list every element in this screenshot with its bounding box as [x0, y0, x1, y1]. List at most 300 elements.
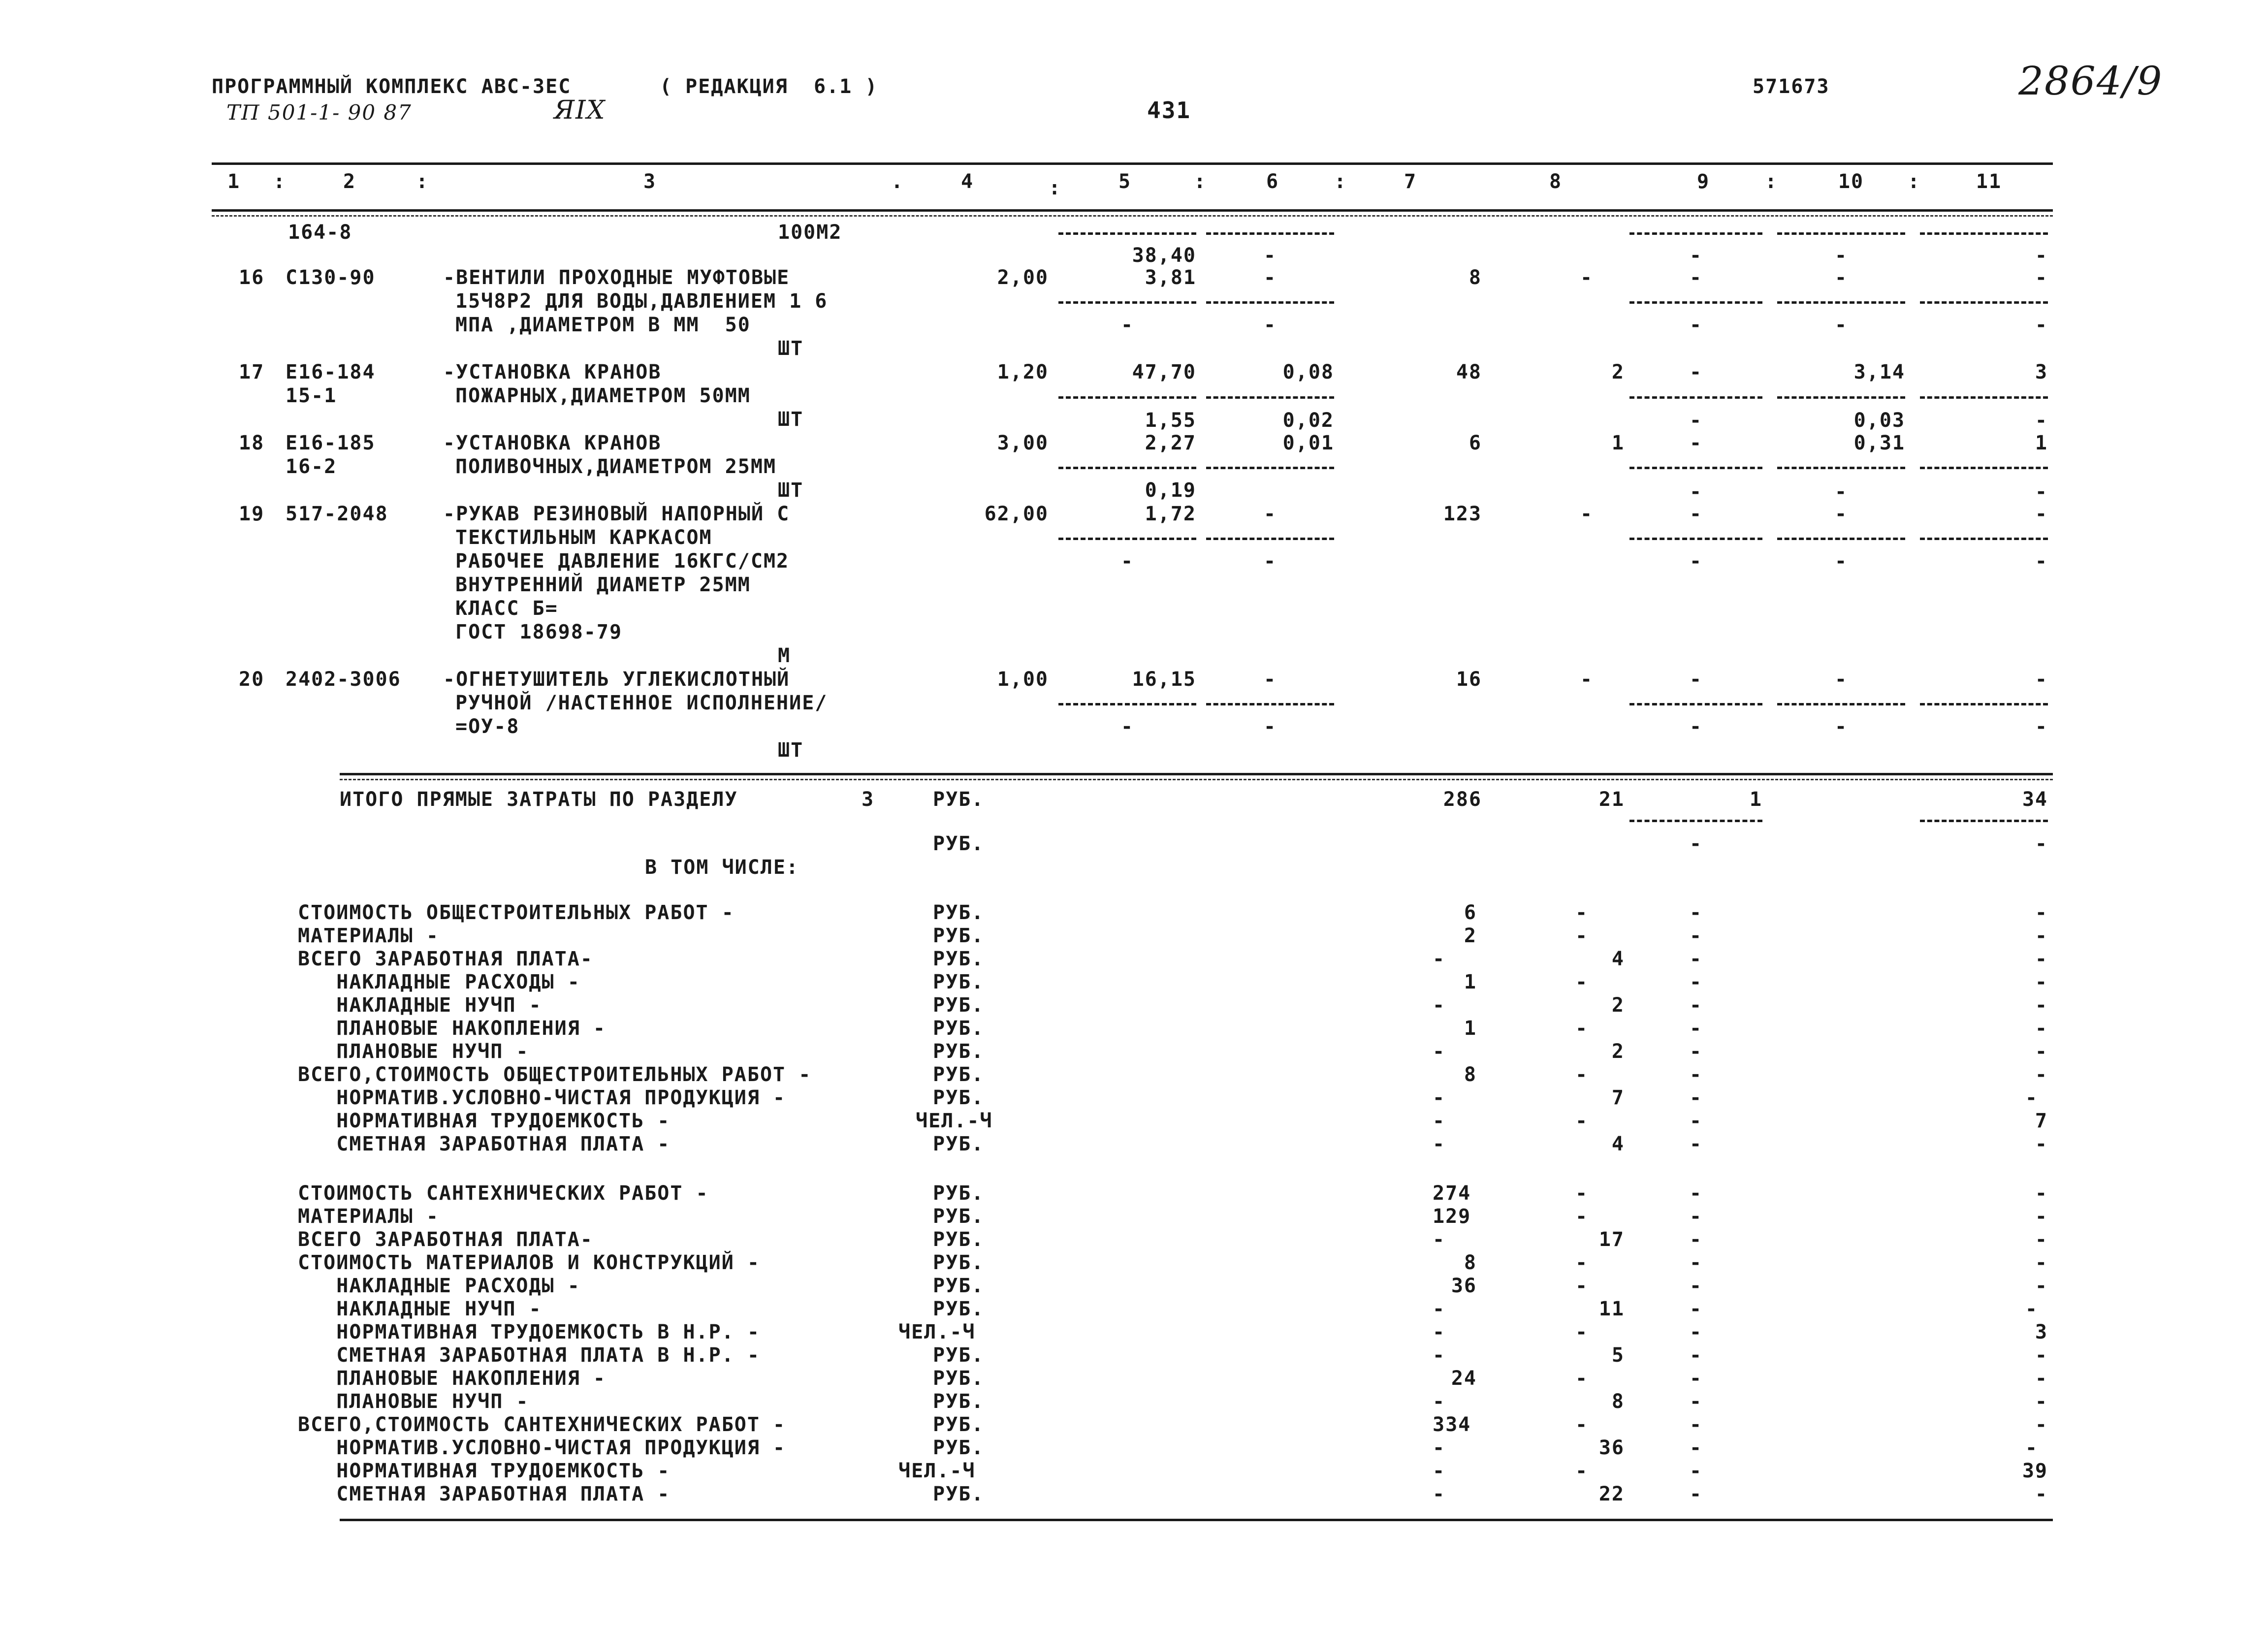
general-label: НАКЛАДНЫЕ НУЧП - — [298, 994, 542, 1017]
plumbing-c11: - — [2025, 1437, 2038, 1459]
row18-code2: 16-2 — [286, 455, 337, 478]
row20-c11b: - — [2035, 715, 2048, 738]
general-label: ВСЕГО,СТОИМОСТЬ ОБЩЕСТРОИТЕЛЬНЫХ РАБОТ - — [298, 1063, 812, 1086]
row16-rule — [1058, 301, 1196, 304]
including-heading: В ТОМ ЧИСЛЕ: — [645, 856, 799, 879]
general-c7: - — [1433, 1040, 1446, 1063]
plumbing-c11: - — [2035, 1275, 2048, 1297]
row19-c9c: - — [1689, 550, 1703, 573]
plumbing-c7: - — [1433, 1437, 1446, 1459]
plumbing-c9: - — [1689, 1182, 1703, 1205]
row18-rule — [1206, 467, 1334, 469]
general-c11: - — [2025, 1086, 2038, 1109]
general-c11: - — [2035, 1017, 2048, 1040]
general-c9: - — [1689, 994, 1703, 1017]
plumbing-c9: - — [1689, 1251, 1703, 1274]
general-label: ВСЕГО ЗАРАБОТНАЯ ПЛАТА- — [298, 948, 593, 970]
page-number: 431 — [1147, 97, 1191, 124]
general-label: СМЕТНАЯ ЗАРАБОТНАЯ ПЛАТА - — [298, 1133, 671, 1155]
general-c8: 4 — [1611, 1133, 1625, 1155]
row19-c5b: - — [1120, 550, 1134, 573]
row20-name: -ОГНЕТУШИТЕЛЬ УГЛЕКИСЛОТНЫЙ — [443, 668, 790, 691]
row18-c5c: 0,19 — [1145, 479, 1196, 502]
col-8: 8 — [1549, 170, 1563, 193]
row19-name: ТЕКСТИЛЬНЫМ КАРКАСОМ — [455, 526, 712, 549]
general-label: НАКЛАДНЫЕ РАСХОДЫ - — [298, 971, 580, 993]
plumbing-c8: - — [1575, 1205, 1589, 1228]
general-label: ПЛАНОВЫЕ НУЧП - — [298, 1040, 529, 1063]
plumbing-label: ПЛАНОВЫЕ НУЧП - — [298, 1390, 529, 1413]
row20-name: РУЧНОЙ /НАСТЕННОЕ ИСПОЛНЕНИЕ/ — [455, 692, 828, 714]
plumbing-c11: - — [2035, 1367, 2048, 1390]
row16-name: 15Ч8Р2 ДЛЯ ВОДЫ,ДАВЛЕНИЕМ 1 6 — [455, 290, 828, 313]
col-sep: : — [273, 170, 287, 193]
handwritten-mark: ЯIX — [554, 96, 606, 125]
general-c9: - — [1689, 1133, 1703, 1155]
plumbing-c8: 17 — [1598, 1228, 1625, 1251]
rule-total — [340, 773, 2053, 775]
row16-rule — [1206, 301, 1334, 304]
plumbing-label: МАТЕРИАЛЫ - — [298, 1205, 439, 1228]
plumbing-label: СТОИМОСТЬ МАТЕРИАЛОВ И КОНСТРУКЦИЙ - — [298, 1251, 760, 1274]
plumbing-unit: РУБ. — [933, 1228, 985, 1251]
plumbing-c11: - — [2035, 1228, 2048, 1251]
row16-c7: 8 — [1469, 266, 1482, 289]
general-c11: - — [2035, 994, 2048, 1017]
row19-code: 517-2048 — [286, 503, 388, 525]
col-sep: . — [891, 170, 904, 193]
row19-c6a: - — [1263, 503, 1277, 525]
row16-c10b: - — [1834, 266, 1848, 289]
row20-code: 2402-3006 — [286, 668, 401, 691]
plumbing-c9: - — [1689, 1367, 1703, 1390]
row18-code: Е16-185 — [286, 432, 376, 454]
general-c9: - — [1689, 1017, 1703, 1040]
row19-c4: 62,00 — [984, 503, 1049, 525]
general-c9: - — [1689, 971, 1703, 993]
total-c9: 1 — [1749, 788, 1762, 811]
general-c7: - — [1433, 994, 1446, 1017]
col-sep: : — [1194, 170, 1207, 193]
row17-code: Е16-184 — [286, 361, 376, 383]
plumbing-unit: РУБ. — [933, 1483, 985, 1505]
plumbing-c7: - — [1433, 1228, 1446, 1251]
plumbing-unit: РУБ. — [933, 1437, 985, 1459]
col-9: 9 — [1696, 170, 1710, 193]
plumbing-c11: - — [2035, 1182, 2048, 1205]
row19-c10a: - — [1834, 480, 1848, 503]
general-c8: 2 — [1611, 1040, 1625, 1063]
row20-c9b: - — [1689, 715, 1703, 738]
row20-c8: - — [1580, 668, 1594, 691]
row19-unit: М — [778, 644, 791, 667]
row17-rule — [1206, 396, 1334, 399]
total-rule — [1920, 820, 2048, 822]
row16-name: МПА ,ДИАМЕТРОМ В ММ 50 — [455, 314, 751, 336]
row17-c8: 2 — [1611, 361, 1625, 383]
plumbing-label: ВСЕГО ЗАРАБОТНАЯ ПЛАТА- — [298, 1228, 593, 1251]
col-sep: : — [1908, 170, 1921, 193]
row16-c10a: - — [1834, 244, 1848, 267]
plumbing-c9: - — [1689, 1321, 1703, 1343]
general-c11: - — [2035, 1133, 2048, 1155]
general-c8: - — [1575, 1110, 1589, 1132]
plumbing-c8: - — [1575, 1460, 1589, 1482]
row17-rule — [1920, 396, 2048, 399]
plumbing-c9: - — [1689, 1437, 1703, 1459]
row18-c4: 3,00 — [997, 432, 1049, 454]
row16-c11c: - — [2035, 314, 2048, 336]
plumbing-c11: - — [2035, 1251, 2048, 1274]
row20-c4: 1,00 — [997, 668, 1049, 691]
row19-rule — [1920, 538, 2048, 540]
general-label: МАТЕРИАЛЫ - — [298, 925, 439, 947]
plumbing-unit: ЧЕЛ.-Ч — [898, 1321, 976, 1343]
plumbing-unit: РУБ. — [933, 1344, 985, 1367]
row20-c9a: - — [1689, 668, 1703, 691]
row19-c8: - — [1580, 503, 1594, 525]
tp-code: ТП 501-1- 90 87 — [226, 100, 412, 125]
row19-rule — [1629, 538, 1762, 540]
col-sep: : — [1334, 170, 1347, 193]
general-c9: - — [1689, 925, 1703, 947]
plumbing-c9: - — [1689, 1298, 1703, 1320]
rule-header-dash — [212, 215, 2053, 217]
col-2: 2 — [343, 170, 356, 193]
general-unit: ЧЕЛ.-Ч — [916, 1110, 993, 1132]
general-c9: - — [1689, 1110, 1703, 1132]
row19-c11b: - — [2035, 503, 2048, 525]
row16-c11b: - — [2035, 266, 2048, 289]
row20-c7: 16 — [1456, 668, 1482, 691]
general-label: СТОИМОСТЬ ОБЩЕСТРОИТЕЛЬНЫХ РАБОТ - — [298, 901, 735, 924]
row18-c6b: 0,01 — [1282, 432, 1334, 454]
general-c8: - — [1575, 901, 1589, 924]
col-10: 10 — [1838, 170, 1864, 193]
general-c8: - — [1575, 1063, 1589, 1086]
general-c11: - — [2035, 971, 2048, 993]
row18-rule — [1629, 467, 1762, 469]
row16-c9b: - — [1689, 266, 1703, 289]
row18-c7: 6 — [1469, 432, 1482, 454]
general-c11: - — [2035, 901, 2048, 924]
general-c9: - — [1689, 1063, 1703, 1086]
plumbing-unit: ЧЕЛ.-Ч — [898, 1460, 976, 1482]
row17-rule — [1058, 396, 1196, 399]
plumbing-label: НОРМАТИВНАЯ ТРУДОЕМКОСТЬ - — [298, 1460, 671, 1482]
row20-num: 20 — [239, 668, 265, 691]
row18-rule — [1920, 467, 2048, 469]
row18-c8: 1 — [1611, 432, 1625, 454]
plumbing-c11: - — [2035, 1205, 2048, 1228]
row18-c9a: - — [1689, 409, 1703, 432]
row17-c10a: 3,14 — [1853, 361, 1905, 383]
general-c11: 7 — [2035, 1110, 2048, 1132]
rule-bottom — [340, 1519, 2053, 1521]
plumbing-label: СМЕТНАЯ ЗАРАБОТНАЯ ПЛАТА - — [298, 1483, 671, 1505]
general-unit: РУБ. — [933, 994, 985, 1017]
general-c9: - — [1689, 901, 1703, 924]
row16-c6a: - — [1263, 244, 1277, 267]
plumbing-c8: 22 — [1598, 1483, 1625, 1505]
row18-c10b: 0,31 — [1853, 432, 1905, 454]
plumbing-label: СТОИМОСТЬ САНТЕХНИЧЕСКИХ РАБОТ - — [298, 1182, 709, 1205]
general-c7: 6 — [1464, 901, 1477, 924]
plumbing-c7: - — [1433, 1321, 1446, 1343]
general-c7: - — [1433, 1086, 1446, 1109]
general-c11: - — [2035, 1063, 2048, 1086]
general-unit: РУБ. — [933, 1086, 985, 1109]
row16-c6c: - — [1263, 314, 1277, 336]
plumbing-c8: 8 — [1611, 1390, 1625, 1413]
plumbing-c9: - — [1689, 1483, 1703, 1505]
plumbing-c8: - — [1575, 1367, 1589, 1390]
row17-c4: 1,20 — [997, 361, 1049, 383]
plumbing-c8: - — [1575, 1182, 1589, 1205]
total-c11: 34 — [2022, 788, 2048, 811]
row16-c5a: 38,40 — [1132, 244, 1196, 267]
row19-rule — [1206, 538, 1334, 540]
plumbing-label: НОРМАТИВ.УСЛОВНО-ЧИСТАЯ ПРОДУКЦИЯ - — [298, 1437, 786, 1459]
row20-c11a: - — [2035, 668, 2048, 691]
row17-unit: ШТ — [778, 408, 804, 431]
row20-rule — [1777, 703, 1905, 705]
row17-name: -УСТАНОВКА КРАНОВ — [443, 361, 662, 383]
plumbing-c8: - — [1575, 1275, 1589, 1297]
row17-num: 17 — [239, 361, 265, 383]
row19-rule — [1777, 538, 1905, 540]
row19-c11a: - — [2035, 480, 2048, 503]
edition-label: ( РЕДАКЦИЯ 6.1 ) — [660, 75, 878, 98]
row17-code2: 15-1 — [286, 384, 337, 407]
plumbing-label: СМЕТНАЯ ЗАРАБОТНАЯ ПЛАТА В Н.Р. - — [298, 1344, 760, 1367]
row19-name: КЛАСС Б= — [455, 597, 558, 620]
plumbing-c7: 24 — [1451, 1367, 1477, 1390]
rule-header — [212, 209, 2053, 212]
row18-c6a: 0,02 — [1282, 409, 1334, 432]
plumbing-c9: - — [1689, 1413, 1703, 1436]
general-unit: РУБ. — [933, 1133, 985, 1155]
total-c9b: - — [1689, 832, 1703, 855]
col-sep: : — [416, 170, 429, 193]
row19-c10c: - — [1834, 550, 1848, 573]
row16-rule — [1629, 301, 1762, 304]
row0-rule — [1058, 232, 1196, 235]
general-unit: РУБ. — [933, 971, 985, 993]
row0-code: 164-8 — [288, 221, 352, 244]
row19-c7: 123 — [1443, 503, 1482, 525]
general-c7: - — [1433, 948, 1446, 970]
row16-c11a: - — [2035, 244, 2048, 267]
row0-unit: 100М2 — [778, 221, 842, 244]
total-unit: РУБ. — [933, 788, 985, 811]
row18-c5a: 1,55 — [1145, 409, 1196, 432]
row19-c10b: - — [1834, 503, 1848, 525]
general-c9: - — [1689, 948, 1703, 970]
general-c8: 7 — [1611, 1086, 1625, 1109]
row19-rule — [1058, 538, 1196, 540]
plumbing-c9: - — [1689, 1460, 1703, 1482]
total-rule — [1629, 820, 1762, 822]
row16-name: -ВЕНТИЛИ ПРОХОДНЫЕ МУФТОВЫЕ — [443, 266, 790, 289]
general-c11: - — [2035, 925, 2048, 947]
row18-c10a: 0,03 — [1853, 409, 1905, 432]
row17-name: ПОЖАРНЫХ,ДИАМЕТРОМ 50ММ — [455, 384, 751, 407]
sheet-number: 2864/9 — [2018, 58, 2163, 104]
plumbing-c11: - — [2035, 1413, 2048, 1436]
total-unit: РУБ. — [933, 832, 985, 855]
plumbing-unit: РУБ. — [933, 1182, 985, 1205]
row18-unit: ШТ — [778, 479, 804, 502]
row18-rule — [1777, 467, 1905, 469]
col-4: 4 — [960, 170, 974, 193]
document-code: 571673 — [1753, 75, 1830, 98]
plumbing-c11: - — [2035, 1390, 2048, 1413]
col-3: 3 — [643, 170, 657, 193]
row17-c5a: 47,70 — [1132, 361, 1196, 383]
plumbing-c7: - — [1433, 1298, 1446, 1320]
row18-c5b: 2,27 — [1145, 432, 1196, 454]
row20-rule — [1629, 703, 1762, 705]
plumbing-c7: - — [1433, 1460, 1446, 1482]
row19-c5a: 1,72 — [1145, 503, 1196, 525]
row16-c5b: 3,81 — [1145, 266, 1196, 289]
general-unit: РУБ. — [933, 925, 985, 947]
row0-rule — [1920, 232, 2048, 235]
general-c7: 2 — [1464, 925, 1477, 947]
row18-c11a: - — [2035, 409, 2048, 432]
row16-c8: - — [1580, 266, 1594, 289]
plumbing-label: НАКЛАДНЫЕ РАСХОДЫ - — [298, 1275, 580, 1297]
total-label: ИТОГО ПРЯМЫЕ ЗАТРАТЫ ПО РАЗДЕЛУ — [340, 788, 738, 811]
plumbing-c7: - — [1433, 1483, 1446, 1505]
plumbing-c7: 334 — [1433, 1413, 1471, 1436]
plumbing-c8: - — [1575, 1251, 1589, 1274]
total-c8: 21 — [1598, 788, 1625, 811]
plumbing-c7: 8 — [1464, 1251, 1477, 1274]
plumbing-unit: РУБ. — [933, 1205, 985, 1228]
row19-name: ВНУТРЕННИЙ ДИАМЕТР 25ММ — [455, 574, 751, 596]
plumbing-c9: - — [1689, 1228, 1703, 1251]
plumbing-unit: РУБ. — [933, 1390, 985, 1413]
row19-name: РАБОЧЕЕ ДАВЛЕНИЕ 16КГС/СМ2 — [455, 550, 790, 573]
row16-c5c: - — [1120, 314, 1134, 336]
total-c7: 286 — [1443, 788, 1482, 811]
row17-rule — [1777, 396, 1905, 399]
plumbing-c11: - — [2025, 1298, 2038, 1320]
row16-rule — [1920, 301, 2048, 304]
plumbing-c7: - — [1433, 1390, 1446, 1413]
row17-rule — [1629, 396, 1762, 399]
row20-rule — [1058, 703, 1196, 705]
col-11: 11 — [1976, 170, 2002, 193]
row20-c10b: - — [1834, 715, 1848, 738]
row20-c10a: - — [1834, 668, 1848, 691]
row16-c9a: - — [1689, 244, 1703, 267]
plumbing-c8: - — [1575, 1321, 1589, 1343]
general-c8: 2 — [1611, 994, 1625, 1017]
row16-c10c: - — [1834, 314, 1848, 336]
plumbing-label: ВСЕГО,СТОИМОСТЬ САНТЕХНИЧЕСКИХ РАБОТ - — [298, 1413, 786, 1436]
general-label: НОРМАТИВ.УСЛОВНО-ЧИСТАЯ ПРОДУКЦИЯ - — [298, 1086, 786, 1109]
row19-name: -РУКАВ РЕЗИНОВЫЙ НАПОРНЫЙ С — [443, 503, 790, 525]
row20-c5b: - — [1120, 715, 1134, 738]
row17-c6a: 0,08 — [1282, 361, 1334, 383]
col-7: 7 — [1404, 170, 1417, 193]
general-label: ПЛАНОВЫЕ НАКОПЛЕНИЯ - — [298, 1017, 606, 1040]
row18-c11b: 1 — [2035, 432, 2048, 454]
plumbing-c9: - — [1689, 1390, 1703, 1413]
row16-c6b: - — [1263, 266, 1277, 289]
row16-c4: 2,00 — [997, 266, 1049, 289]
plumbing-c8: - — [1575, 1413, 1589, 1436]
general-c8: - — [1575, 1017, 1589, 1040]
plumbing-label: НОРМАТИВНАЯ ТРУДОЕМКОСТЬ В Н.Р. - — [298, 1321, 760, 1343]
total-section: 3 — [862, 788, 875, 811]
plumbing-c11: - — [2035, 1483, 2048, 1505]
plumbing-unit: РУБ. — [933, 1367, 985, 1390]
row18-name: ПОЛИВОЧНЫХ,ДИАМЕТРОМ 25ММ — [455, 455, 777, 478]
plumbing-c11: - — [2035, 1344, 2048, 1367]
plumbing-c11: 3 — [2035, 1321, 2048, 1343]
row19-c11c: - — [2035, 550, 2048, 573]
row17-c9a: - — [1689, 361, 1703, 383]
plumbing-c7: - — [1433, 1344, 1446, 1367]
general-label: НОРМАТИВНАЯ ТРУДОЕМКОСТЬ - — [298, 1110, 671, 1132]
col-sep: : — [1049, 177, 1062, 199]
plumbing-c8: 11 — [1598, 1298, 1625, 1320]
plumbing-c7: 274 — [1433, 1182, 1471, 1205]
row18-c9b: - — [1689, 432, 1703, 454]
row20-name: =ОУ-8 — [455, 715, 520, 738]
general-c7: - — [1433, 1133, 1446, 1155]
row0-rule — [1777, 232, 1905, 235]
general-c8: - — [1575, 971, 1589, 993]
col-sep: : — [1765, 170, 1778, 193]
plumbing-c7: 36 — [1451, 1275, 1477, 1297]
general-unit: РУБ. — [933, 901, 985, 924]
row16-c9c: - — [1689, 314, 1703, 336]
row19-c9a: - — [1689, 480, 1703, 503]
row18-num: 18 — [239, 432, 265, 454]
row20-c6b: - — [1263, 715, 1277, 738]
general-c9: - — [1689, 1086, 1703, 1109]
plumbing-c9: - — [1689, 1205, 1703, 1228]
row20-c6a: - — [1263, 668, 1277, 691]
plumbing-c7: 129 — [1433, 1205, 1471, 1228]
general-unit: РУБ. — [933, 1017, 985, 1040]
row19-name: ГОСТ 18698-79 — [455, 621, 623, 643]
col-5: 5 — [1118, 170, 1132, 193]
row18-rule — [1058, 467, 1196, 469]
rule-total-dash — [340, 779, 2053, 780]
plumbing-unit: РУБ. — [933, 1275, 985, 1297]
general-c8: 4 — [1611, 948, 1625, 970]
row16-num: 16 — [239, 266, 265, 289]
row20-rule — [1206, 703, 1334, 705]
plumbing-c9: - — [1689, 1275, 1703, 1297]
row19-c9b: - — [1689, 503, 1703, 525]
row0-rule — [1629, 232, 1762, 235]
row17-c7: 48 — [1456, 361, 1482, 383]
general-c8: - — [1575, 925, 1589, 947]
rule-top — [212, 162, 2053, 165]
row19-c6b: - — [1263, 550, 1277, 573]
general-c7: - — [1433, 1110, 1446, 1132]
plumbing-unit: РУБ. — [933, 1413, 985, 1436]
general-c11: - — [2035, 1040, 2048, 1063]
plumbing-c8: 36 — [1598, 1437, 1625, 1459]
